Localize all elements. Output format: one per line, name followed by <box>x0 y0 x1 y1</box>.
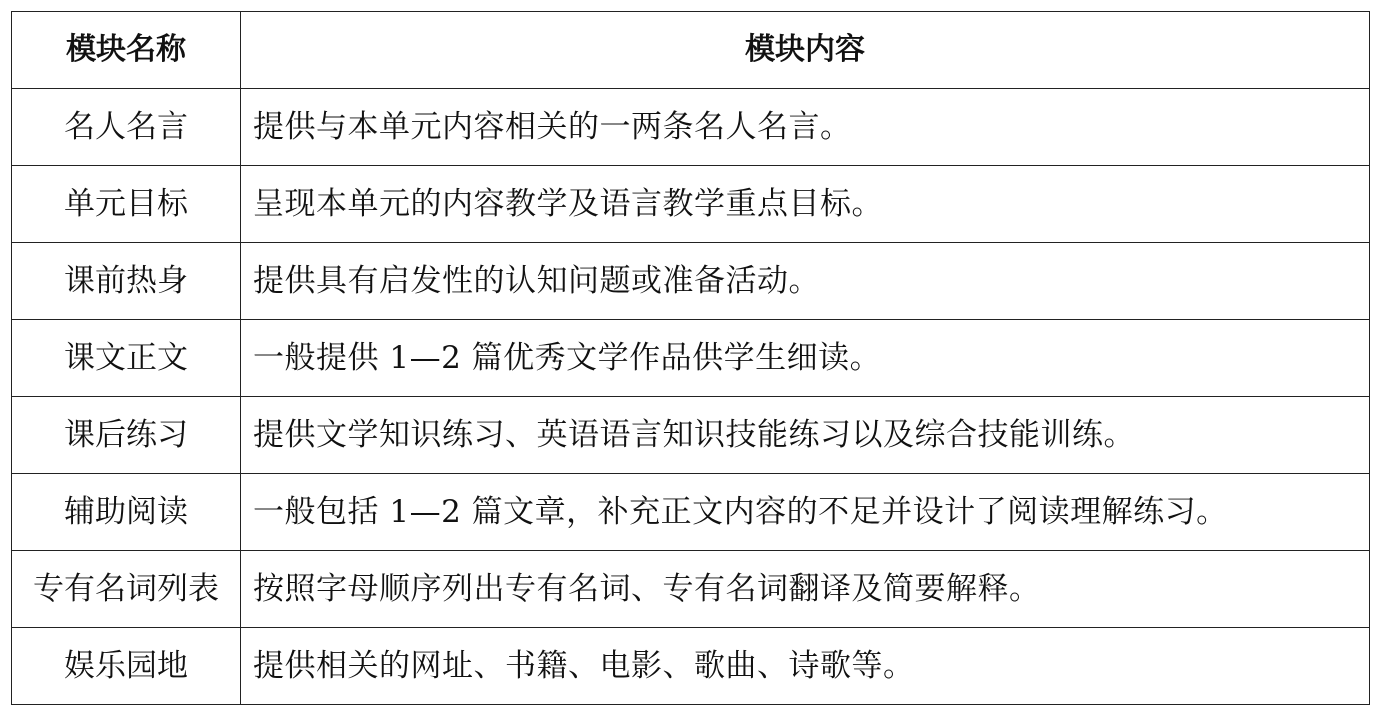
table-row <box>12 320 1370 397</box>
module-content-cell: 提供相关的网址、书籍、电影、歌曲、诗歌等。 <box>241 628 1370 705</box>
module-table <box>11 11 1370 705</box>
table-row <box>12 628 1370 705</box>
table-row <box>12 166 1370 243</box>
module-content-cell: 提供与本单元内容相关的一两条名人名言。 <box>241 89 1370 166</box>
table-row <box>12 89 1370 166</box>
module-name-cell: 单元目标 <box>12 166 241 243</box>
module-name-cell: 专有名词列表 <box>12 551 241 628</box>
module-content-cell: 按照字母顺序列出专有名词、专有名词翻译及简要解释。 <box>241 551 1370 628</box>
module-name-cell: 课文正文 <box>12 320 241 397</box>
table-row <box>12 551 1370 628</box>
header-module-content: 模块内容 <box>241 12 1370 89</box>
header-module-name: 模块名称 <box>12 12 241 89</box>
module-content-cell: 提供文学知识练习、英语语言知识技能练习以及综合技能训练。 <box>241 397 1370 474</box>
table-row <box>12 243 1370 320</box>
module-name-cell: 娱乐园地 <box>12 628 241 705</box>
table-row <box>12 397 1370 474</box>
module-name-cell: 课后练习 <box>12 397 241 474</box>
module-name-cell: 名人名言 <box>12 89 241 166</box>
table-header-row <box>12 12 1370 89</box>
module-content-cell: 一般包括 1—2 篇文章，补充正文内容的不足并设计了阅读理解练习。 <box>241 474 1370 551</box>
module-content-cell: 提供具有启发性的认知问题或准备活动。 <box>241 243 1370 320</box>
module-content-cell: 呈现本单元的内容教学及语言教学重点目标。 <box>241 166 1370 243</box>
module-name-cell: 课前热身 <box>12 243 241 320</box>
table-row <box>12 474 1370 551</box>
module-content-cell: 一般提供 1—2 篇优秀文学作品供学生细读。 <box>241 320 1370 397</box>
module-name-cell: 辅助阅读 <box>12 474 241 551</box>
